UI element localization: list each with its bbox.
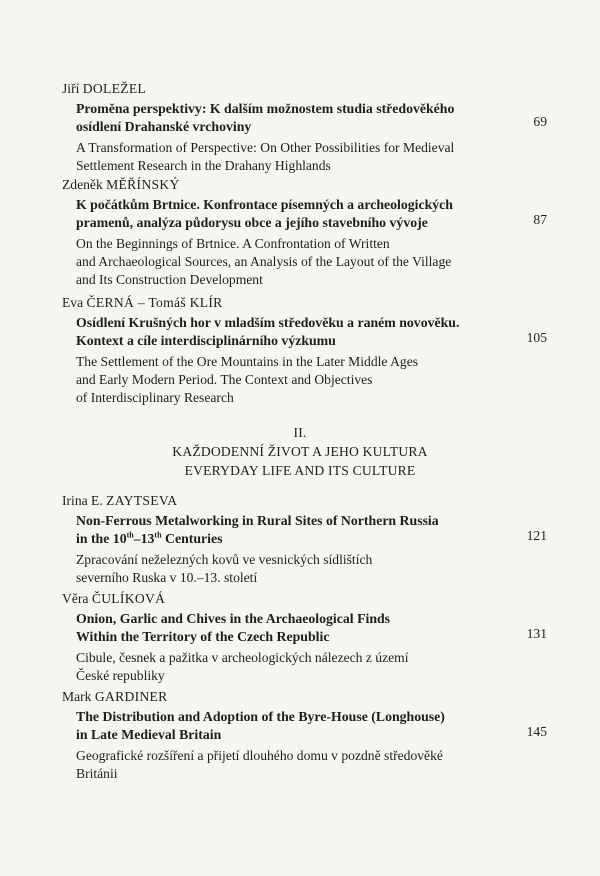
section-title-en: EVERYDAY LIFE AND ITS CULTURE xyxy=(184,463,416,478)
title-line: Within the Territory of the Czech Republic xyxy=(76,629,330,644)
translation-line: and Its Construction Development xyxy=(76,272,263,287)
author-first-name: Irina E. xyxy=(62,493,103,508)
author-last-name: MĚŘÍNSKÝ xyxy=(106,177,180,192)
translation-line: A Transformation of Perspective: On Other Possibilities for Medieval xyxy=(76,140,455,155)
entry-author xyxy=(62,80,552,98)
title-line: Osídlení Krušných hor v mladším středověku a raném novověku. xyxy=(76,315,460,330)
translation-line: and Archaeological Sources, an Analysis of the Layout of the Village xyxy=(76,254,452,269)
page-number: 87 xyxy=(533,212,547,227)
page-number: 69 xyxy=(533,114,547,129)
author-last-name: DOLEŽEL xyxy=(82,81,147,96)
entry-title xyxy=(76,196,552,232)
title-line: Non-Ferrous Metalworking in Rural Sites of Northern Russia xyxy=(76,513,439,528)
toc-entry xyxy=(62,80,552,175)
ordinal-superscript: th xyxy=(126,530,134,540)
translation-line: Geografické rozšíření a přijetí dlouhého domu v pozdně středověké xyxy=(76,748,443,763)
entry-title xyxy=(76,100,552,136)
translation-line: Cibule, česnek a pažitka v archeologických nálezech z území xyxy=(76,650,409,665)
section-number: II. xyxy=(293,425,307,440)
title-line xyxy=(76,530,552,548)
page-number: 105 xyxy=(526,330,547,345)
title-line: in Late Medieval Britain xyxy=(76,727,222,742)
author-first-name: Věra xyxy=(62,591,89,606)
translation-line: The Settlement of the Ore Mountains in the Later Middle Ages xyxy=(76,354,419,369)
author-first-name: Mark xyxy=(62,689,92,704)
entry-translation xyxy=(76,353,506,407)
title-line: Onion, Garlic and Chives in the Archaeological Finds xyxy=(76,611,391,626)
page-number: 145 xyxy=(526,724,547,739)
title-line: The Distribution and Adoption of the Byre-House (Longhouse) xyxy=(76,709,445,724)
entry-author xyxy=(62,294,552,312)
toc-entry xyxy=(62,590,552,685)
page-number: 121 xyxy=(526,528,547,543)
title-fragment: Centuries xyxy=(161,531,223,546)
entry-title xyxy=(76,512,552,548)
author-first-name: Zdeněk xyxy=(62,177,103,192)
toc-entry xyxy=(62,492,552,587)
title-line: Kontext a cíle interdisciplinárního výzkumu xyxy=(76,333,336,348)
ordinal-superscript: th xyxy=(154,530,162,540)
entry-author xyxy=(62,590,552,608)
entry-author xyxy=(62,492,552,510)
entry-author xyxy=(62,688,552,706)
author-last-name: ČERNÁ – Tomáš KLÍR xyxy=(86,295,223,310)
translation-line: severního Ruska v 10.–13. století xyxy=(76,570,258,585)
author-first-name: Eva xyxy=(62,295,84,310)
title-fragment: in the 10 xyxy=(76,531,127,546)
entry-translation xyxy=(76,551,506,587)
title-line: pramenů, analýza půdorysu obce a jejího stavebního vývoje xyxy=(76,215,428,230)
translation-line: of Interdisciplinary Research xyxy=(76,390,234,405)
entry-title xyxy=(76,708,552,744)
page-number: 131 xyxy=(526,626,547,641)
translation-line: Británii xyxy=(76,766,118,781)
entry-translation xyxy=(76,139,506,175)
entry-title xyxy=(76,314,552,350)
author-first-name: Jiří xyxy=(62,81,80,96)
author-last-name: GARDINER xyxy=(94,689,168,704)
translation-line: On the Beginnings of Brtnice. A Confrontation of Written xyxy=(76,236,390,251)
toc-entry xyxy=(62,176,552,289)
toc-entry xyxy=(62,294,552,407)
translation-line: Zpracování neželezných kovů ve vesnických sídlištích xyxy=(76,552,373,567)
entry-title xyxy=(76,610,552,646)
entry-translation xyxy=(76,649,506,685)
author-last-name: ZAYTSEVA xyxy=(106,493,178,508)
title-line: K počátkům Brtnice. Konfrontace písemných a archeologických xyxy=(76,197,453,212)
translation-line: České republiky xyxy=(76,668,165,683)
translation-line: Settlement Research in the Drahany Highlands xyxy=(76,158,331,173)
author-last-name: ČULÍKOVÁ xyxy=(91,591,166,606)
entry-translation xyxy=(76,235,506,289)
title-fragment: –13 xyxy=(133,531,155,546)
entry-translation xyxy=(76,747,506,783)
section-title-cz: KAŽDODENNÍ ŽIVOT A JEHO KULTURA xyxy=(172,444,428,459)
entry-author xyxy=(62,176,552,194)
toc-entry xyxy=(62,688,552,783)
title-line: Proměna perspektivy: K dalším možnostem studia středověkého xyxy=(76,101,455,116)
translation-line: and Early Modern Period. The Context and Objectives xyxy=(76,372,373,387)
title-line: osídlení Drahanské vrchoviny xyxy=(76,119,252,134)
